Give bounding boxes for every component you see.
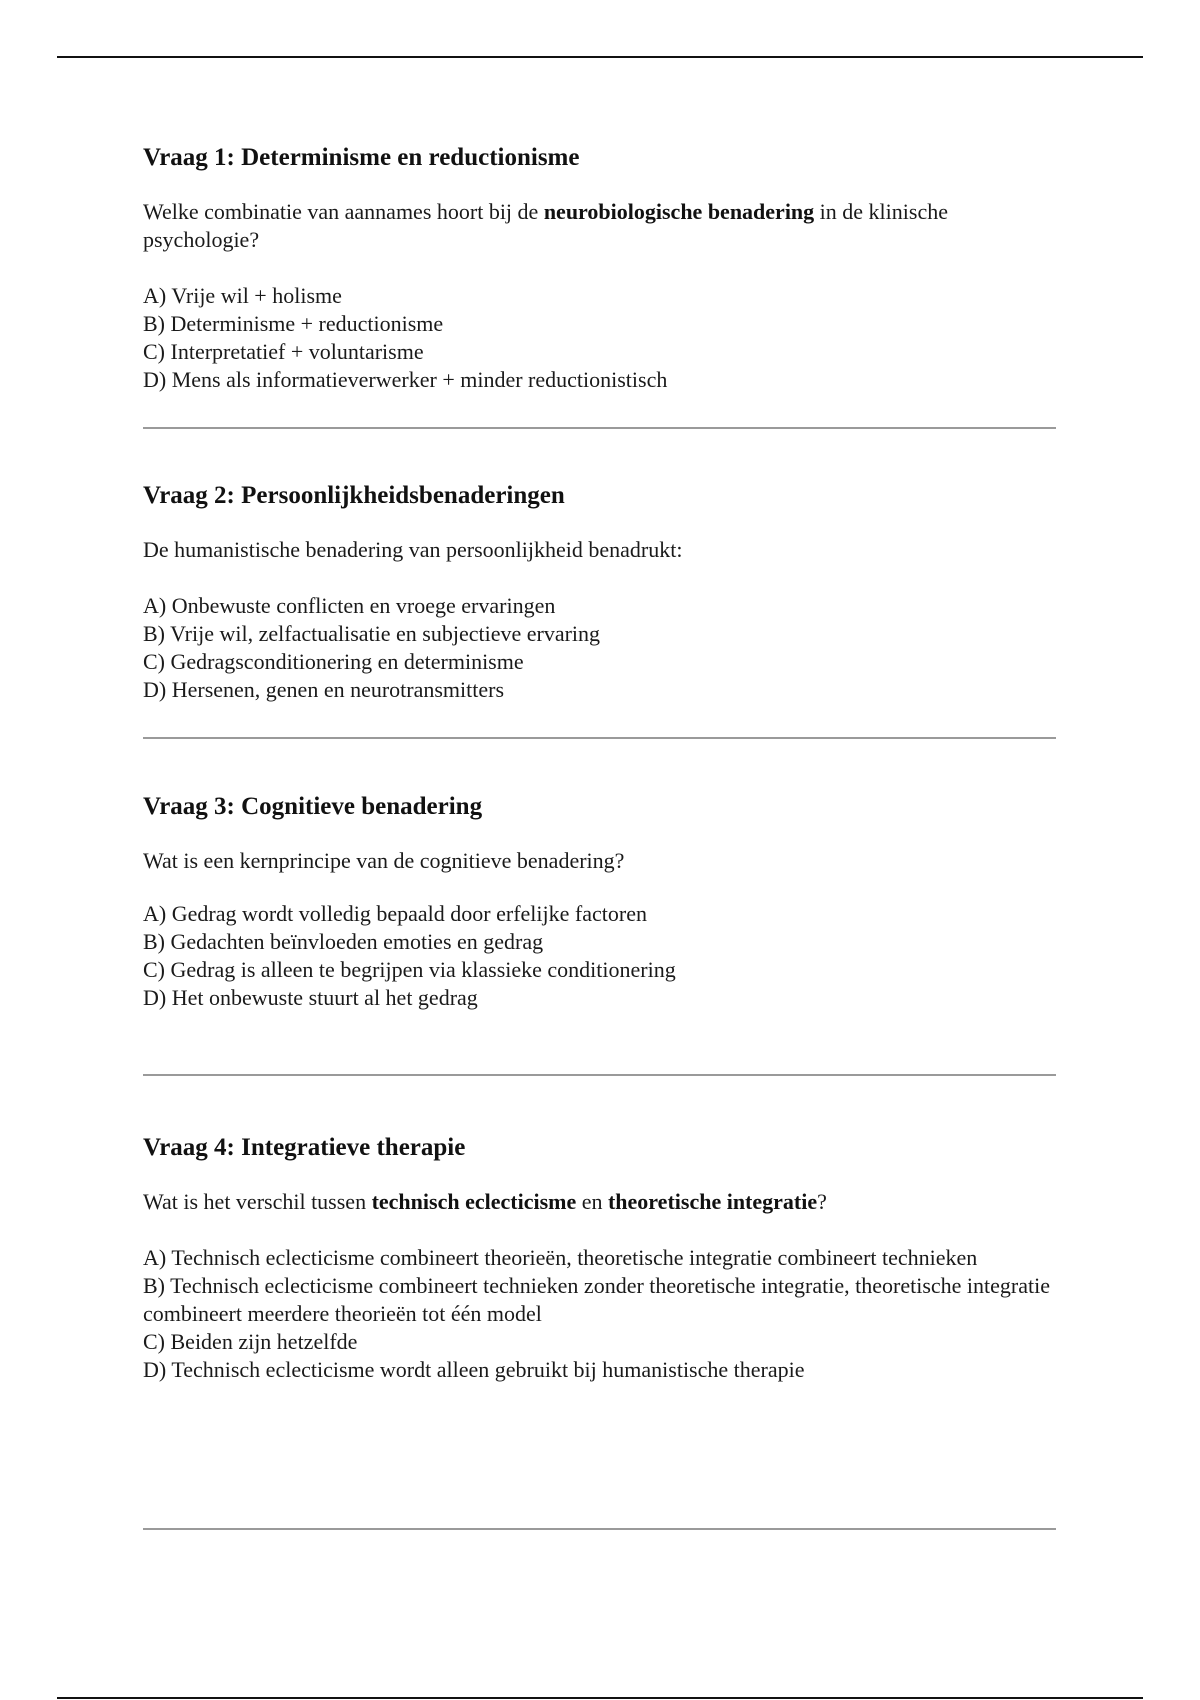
question-3-text: Wat is een kernprincipe van de cognitieve benadering? <box>143 848 625 873</box>
answer-option: A) Technisch eclecticisme combineert theorieën, theoretische integratie combineert technieken <box>143 1245 978 1270</box>
question-1-text-part: Welke combinatie van aannames hoort bij de <box>143 199 544 224</box>
question-2-title: Vraag 2: Persoonlijkheidsbenaderingen <box>143 482 565 509</box>
answer-option: D) Technisch eclecticisme wordt alleen gebruikt bij humanistische therapie <box>143 1357 805 1382</box>
question-4 <box>143 1133 1063 1384</box>
question-1-text-bold: neurobiologische benadering <box>543 199 815 224</box>
answer-option: C) Gedragsconditionering en determinisme <box>143 649 524 674</box>
question-3-title: Vraag 3: Cognitieve benadering <box>143 793 483 820</box>
question-1-text-part: in de klinische psychologie? <box>143 199 948 252</box>
answer-option: B) Gedachten beïnvloeden emoties en gedrag <box>143 929 544 954</box>
question-4-text-part: en <box>576 1189 608 1214</box>
answer-option: B) Vrije wil, zelfactualisatie en subjectieve ervaring <box>143 621 601 646</box>
answer-option: A) Gedrag wordt volledig bepaald door erfelijke factoren <box>143 901 647 926</box>
answer-option: C) Gedrag is alleen te begrijpen via klassieke conditionering <box>143 957 676 982</box>
answer-option: A) Onbewuste conflicten en vroege ervaringen <box>143 593 556 618</box>
question-2 <box>143 481 1063 704</box>
question-4-text-bold: technisch eclecticisme <box>371 1189 577 1214</box>
question-2-options <box>143 592 1063 704</box>
answer-option: D) Het onbewuste stuurt al het gedrag <box>143 985 478 1010</box>
question-1 <box>143 143 1063 394</box>
question-1-title: Vraag 1: Determinisme en reductionisme <box>143 144 580 171</box>
answer-option: B) Technisch eclecticisme combineert technieken zonder theoretische integratie, theoretische integratie combineert meerdere theorieën tot één model <box>143 1273 1050 1326</box>
question-divider <box>143 427 1056 429</box>
question-4-text-part: Wat is het verschil tussen <box>143 1189 372 1214</box>
question-4-title: Vraag 4: Integratieve therapie <box>143 1134 466 1161</box>
answer-option: B) Determinisme + reductionisme <box>143 311 444 336</box>
question-1-options <box>143 282 1063 394</box>
page-bottom-rule <box>57 1697 1143 1699</box>
question-1-text <box>143 198 1063 254</box>
answer-option: D) Mens als informatieverwerker + minder reductionistisch <box>143 367 668 392</box>
question-4-text-bold: theoretische integratie <box>607 1189 818 1214</box>
answer-option: A) Vrije wil + holisme <box>143 283 342 308</box>
question-3 <box>143 792 1063 1012</box>
question-divider <box>143 737 1056 739</box>
question-divider <box>143 1528 1056 1530</box>
question-4-text-part: ? <box>817 1189 827 1214</box>
page-top-rule <box>57 56 1143 58</box>
answer-option: C) Interpretatief + voluntarisme <box>143 339 424 364</box>
question-2-text: De humanistische benadering van persoonlijkheid benadrukt: <box>143 537 683 562</box>
question-4-text <box>143 1188 1063 1216</box>
question-4-options <box>143 1244 1063 1384</box>
question-3-options <box>143 900 1063 1012</box>
question-divider <box>143 1074 1056 1076</box>
answer-option: C) Beiden zijn hetzelfde <box>143 1329 358 1354</box>
answer-option: D) Hersenen, genen en neurotransmitters <box>143 677 505 702</box>
